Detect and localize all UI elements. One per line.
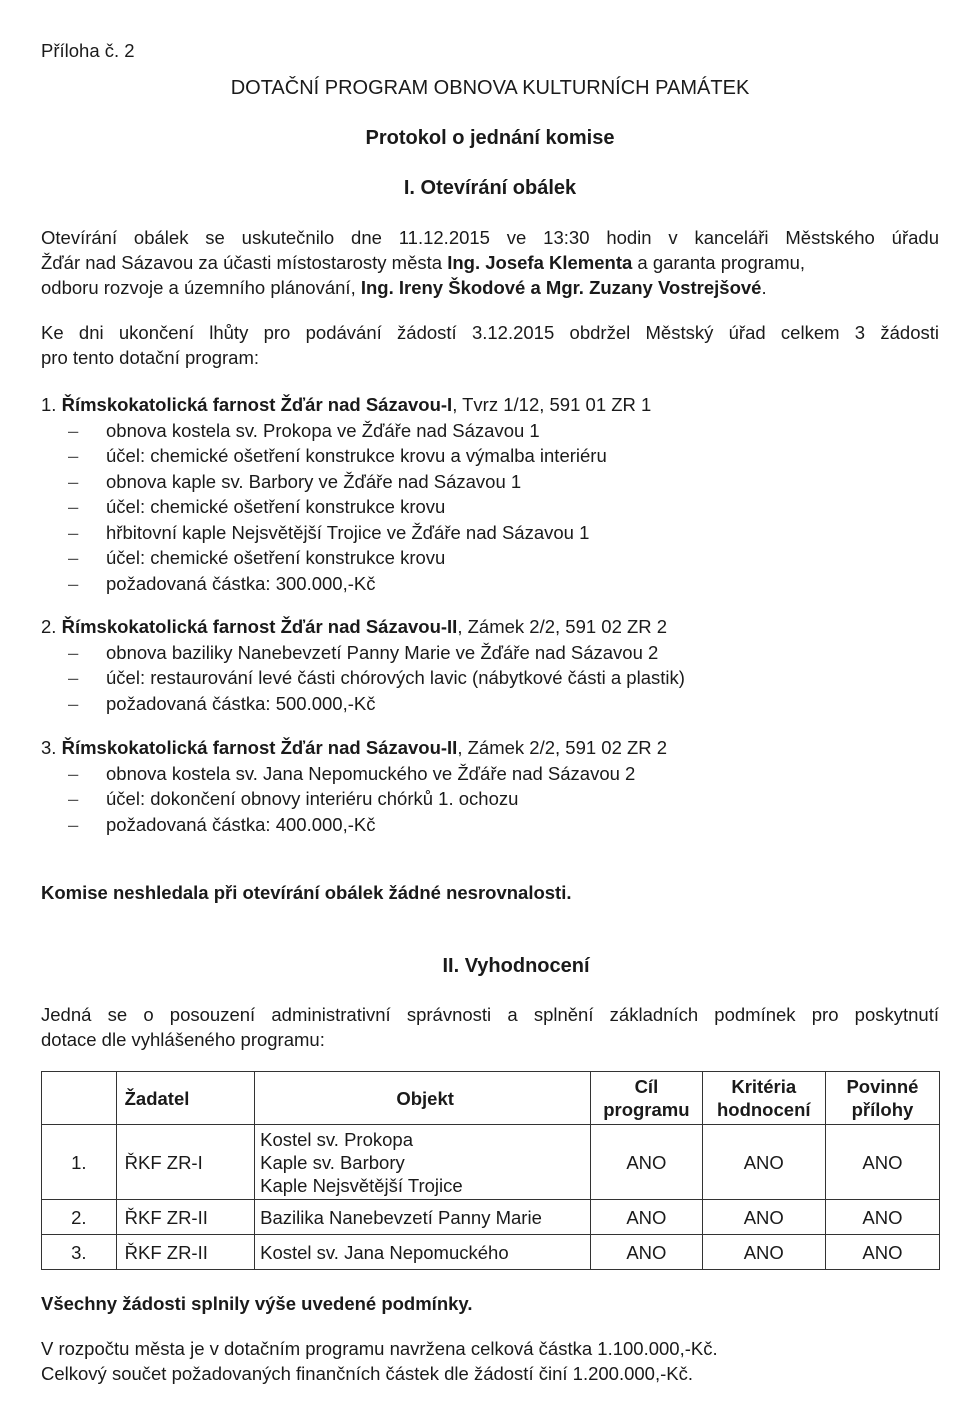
cell-objekt: Kostel sv. Prokopa Kaple sv. Barbory Kaple Nejsvětější Trojice <box>255 1125 591 1200</box>
list-item: – účel: restaurování levé části chórových lavic (nábytkové části a plastik) <box>41 665 685 691</box>
cell-num: 3. <box>42 1235 117 1270</box>
header-cil: Cíl programu <box>591 1072 702 1125</box>
budget-line-2: Celkový součet požadovaných finančních částek dle žádostí činí 1.200.000,-Kč. <box>41 1363 693 1384</box>
evaluation-table <box>41 1071 940 1270</box>
cell-cil: ANO <box>591 1235 702 1270</box>
header-num <box>42 1072 117 1125</box>
list-item: – účel: chemické ošetření konstrukce krovu a výmalba interiéru <box>41 443 651 469</box>
list-item: – účel: dokončení obnovy interiéru chórků 1. ochozu <box>41 786 667 812</box>
intro-line-1: Otevírání obálek se uskutečnilo dne 11.12.2015 ve 13:30 hodin v kanceláři Městského úřadu <box>41 227 939 248</box>
table-row <box>42 1235 940 1270</box>
list-item: – obnova kaple sv. Barbory ve Žďáře nad Sázavou 1 <box>41 469 651 495</box>
cell-objekt: Bazilika Nanebevzetí Panny Marie <box>255 1200 591 1235</box>
intro-line-3: odboru rozvoje a územního plánování, Ing. Ireny Škodové a Mgr. Zuzany Vostrejšové. <box>41 277 767 298</box>
budget-line-1: V rozpočtu města je v dotačním programu navržena celková částka 1.100.000,-Kč. <box>41 1338 718 1359</box>
header-zadatel: Žadatel <box>116 1072 254 1125</box>
list-item: – obnova kostela sv. Prokopa ve Žďáře nad Sázavou 1 <box>41 418 651 444</box>
cell-zadatel: ŘKF ZR-II <box>116 1200 254 1235</box>
section1-heading: I. Otevírání obálek <box>403 177 577 199</box>
cell-zadatel: ŘKF ZR-I <box>116 1125 254 1200</box>
application-3-items <box>41 761 667 838</box>
list-item: – účel: chemické ošetření konstrukce krovu <box>41 494 651 520</box>
header-prilohy: Povinné přílohy <box>825 1072 939 1125</box>
section1-conclusion: Komise neshledala při otevírání obálek žádné nesrovnalosti. <box>41 882 572 903</box>
list-item: – požadovaná částka: 400.000,-Kč <box>41 812 667 838</box>
deadline-line-2: pro tento dotační program: <box>41 347 260 368</box>
application-1-header: 1. Římskokatolická farnost Žďár nad Sázavou-I, Tvrz 1/12, 591 01 ZR 1 <box>41 394 652 415</box>
cell-kriteria: ANO <box>702 1235 825 1270</box>
section2-intro-line-2: dotace dle vyhlášeného programu: <box>41 1029 325 1050</box>
list-item: – požadovaná částka: 500.000,-Kč <box>41 691 685 717</box>
intro-line-2: Žďár nad Sázavou za účasti místostarosty města Ing. Josefa Klementa a garanta programu, <box>41 252 806 273</box>
section2-intro-line-1: Jedná se o posouzení administrativní správnosti a splnění základních podmínek pro poskytnutí <box>41 1004 939 1025</box>
list-item: – účel: chemické ošetření konstrukce krovu <box>41 545 651 571</box>
section2-heading: II. Vyhodnocení <box>442 955 590 977</box>
application-3-header: 3. Římskokatolická farnost Žďár nad Sázavou-II, Zámek 2/2, 591 02 ZR 2 <box>41 737 668 758</box>
cell-zadatel: ŘKF ZR-II <box>116 1235 254 1270</box>
list-item: – hřbitovní kaple Nejsvětější Trojice ve Žďáře nad Sázavou 1 <box>41 520 651 546</box>
cell-num: 2. <box>42 1200 117 1235</box>
section2-conclusion: Všechny žádosti splnily výše uvedené podmínky. <box>41 1293 473 1314</box>
cell-cil: ANO <box>591 1200 702 1235</box>
table-header-row <box>42 1072 940 1125</box>
header-objekt: Objekt <box>255 1072 591 1125</box>
list-item: – obnova kostela sv. Jana Nepomuckého ve Žďáře nad Sázavou 2 <box>41 761 667 787</box>
application-2-header: 2. Římskokatolická farnost Žďár nad Sázavou-II, Zámek 2/2, 591 02 ZR 2 <box>41 616 668 637</box>
cell-objekt: Kostel sv. Jana Nepomuckého <box>255 1235 591 1270</box>
cell-kriteria: ANO <box>702 1200 825 1235</box>
cell-prilohy: ANO <box>825 1200 939 1235</box>
application-2-items <box>41 640 685 717</box>
list-item: – obnova baziliky Nanebevzetí Panny Marie ve Žďáře nad Sázavou 2 <box>41 640 685 666</box>
table-row <box>42 1125 940 1200</box>
application-2 <box>41 614 685 716</box>
cell-prilohy: ANO <box>825 1235 939 1270</box>
cell-kriteria: ANO <box>702 1125 825 1200</box>
header-kriteria: Kritéria hodnocení <box>702 1072 825 1125</box>
list-item: – požadovaná částka: 300.000,-Kč <box>41 571 651 597</box>
protocol-title: Protokol o jednání komise <box>365 127 615 149</box>
deadline-line-1: Ke dni ukončení lhůty pro podávání žádostí 3.12.2015 obdržel Městský úřad celkem 3 žádosti <box>41 322 939 343</box>
application-3 <box>41 735 667 837</box>
application-1-items <box>41 418 651 597</box>
cell-cil: ANO <box>591 1125 702 1200</box>
cell-num: 1. <box>42 1125 117 1200</box>
cell-prilohy: ANO <box>825 1125 939 1200</box>
annex-label: Příloha č. 2 <box>41 40 135 61</box>
table-row <box>42 1200 940 1235</box>
application-1 <box>41 392 651 596</box>
program-title: DOTAČNÍ PROGRAM OBNOVA KULTURNÍCH PAMÁTEK <box>230 77 750 99</box>
